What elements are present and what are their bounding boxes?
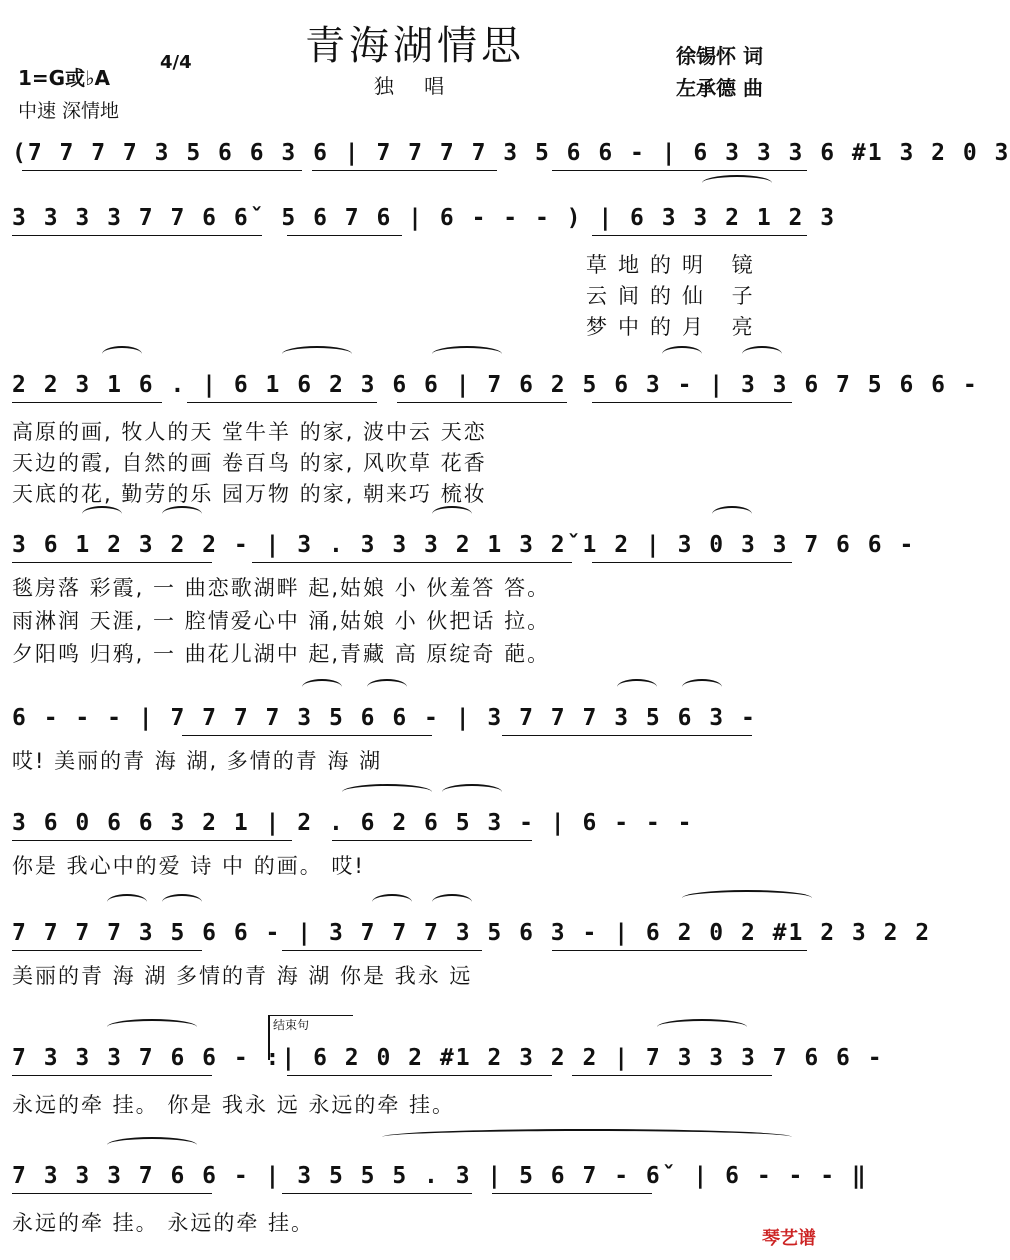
lyric-verse-1: 草地的明 镜 bbox=[586, 253, 764, 277]
lyric-verse-2: 雨淋润 天涯, 一 腔情爱心中 涌,姑娘 小 伙把话 拉。 bbox=[12, 609, 551, 633]
lyric-line: 永远的牵 挂。 永远的牵 挂。 bbox=[12, 1211, 315, 1235]
lyric-verse-3: 天底的花, 勤劳的乐 园万物 的家, 朝来巧 梳妆 bbox=[12, 482, 487, 506]
notes-line: 7 7 7 7 3 5 6 6 - | 3 7 7 7 3 5 6 3 - | 6 2 0 2 #1 2 3 2 2 bbox=[12, 920, 932, 946]
score-system-1 bbox=[12, 140, 1010, 180]
score-system-3 bbox=[12, 372, 979, 506]
key-signature: 1=G或♭A bbox=[18, 66, 111, 90]
score-system-7 bbox=[12, 920, 932, 990]
score-system-6 bbox=[12, 810, 818, 880]
time-signature bbox=[160, 52, 192, 73]
lyric-line: 哎! 美丽的青 海 湖, 多情的青 海 湖 bbox=[12, 749, 383, 773]
score-system-2 bbox=[12, 205, 837, 339]
song-title: 青海湖情思 bbox=[305, 23, 525, 69]
score-system-8 bbox=[12, 1018, 884, 1117]
lyric-verse-1: 毯房落 彩霞, 一 曲恋歌湖畔 起,姑娘 小 伙羞答 答。 bbox=[12, 576, 551, 600]
lyric-line: 永远的牵 挂。 你是 我永 远 永远的牵 挂。 bbox=[12, 1093, 456, 1117]
site-logo: 琴艺谱 bbox=[762, 1228, 816, 1249]
notes-line: 7 3 3 3 7 6 6 - | 3 5 5 5 . 3 | 5 6 7 - 6ˇ | 6 - - - ‖ bbox=[12, 1163, 868, 1189]
composer-credit: 左承德 曲 bbox=[676, 76, 763, 100]
lyric-verse-1: 高原的画, 牧人的天 堂牛羊 的家, 波中云 天恋 bbox=[12, 420, 487, 444]
lyric-verse-3: 梦中的月 亮 bbox=[586, 315, 764, 339]
ending-label: 结束句 bbox=[273, 1018, 310, 1032]
notes-line: 3 6 1 2 3 2 2 - | 3 . 3 3 3 2 1 3 2ˇ1 2 | 3 0 3 3 7 6 6 - bbox=[12, 532, 916, 558]
lyric-line: 你是 我心中的爱 诗 中 的画。 哎! bbox=[12, 854, 365, 878]
score-system-5 bbox=[12, 705, 818, 775]
lyric-verse-2: 天边的霞, 自然的画 卷百鸟 的家, 风吹草 花香 bbox=[12, 451, 487, 475]
notes-line: 2 2 3 1 6 . | 6 1 6 2 3 6 6 | 7 6 2 5 6 3 - | 3 3 6 7 5 6 6 - bbox=[12, 372, 979, 398]
notes-line: 3 6 0 6 6 3 2 1 | 2 . 6 2 6 5 3 - | 6 - - - bbox=[12, 810, 694, 836]
notes-line: 6 - - - | 7 7 7 7 3 5 6 6 - | 3 7 7 7 3 5 6 3 - bbox=[12, 705, 757, 731]
lyric-line: 美丽的青 海 湖 多情的青 海 湖 你是 我永 远 bbox=[12, 964, 473, 988]
notes-line: 7 3 3 3 7 6 6 - :| 6 2 0 2 #1 2 3 2 2 | 7 3 3 3 7 6 6 - bbox=[12, 1045, 884, 1071]
notes-line: 3 3 3 3 7 7 6 6ˇ 5 6 7 6 | 6 - - - ) | 6 3 3 2 1 2 3 bbox=[12, 205, 837, 231]
score-system-4 bbox=[12, 532, 916, 666]
score-system-9 bbox=[12, 1163, 868, 1235]
time-signature-value: 4/4 bbox=[160, 52, 192, 73]
tempo-marking: 中速 深情地 bbox=[18, 100, 120, 122]
lyric-verse-3: 夕阳鸣 归鸦, 一 曲花儿湖中 起,青藏 高 原绽奇 葩。 bbox=[12, 642, 551, 666]
lyric-verse-2: 云间的仙 子 bbox=[586, 284, 764, 308]
performance-type: 独 唱 bbox=[373, 74, 457, 98]
notes-line: (7 7 7 7 3 5 6 6 3 6 | 7 7 7 7 3 5 6 6 - | 6 3 3 3 6 #1 3 2 0 3 bbox=[12, 140, 1010, 166]
lyricist-credit: 徐锡怀 词 bbox=[676, 44, 763, 68]
